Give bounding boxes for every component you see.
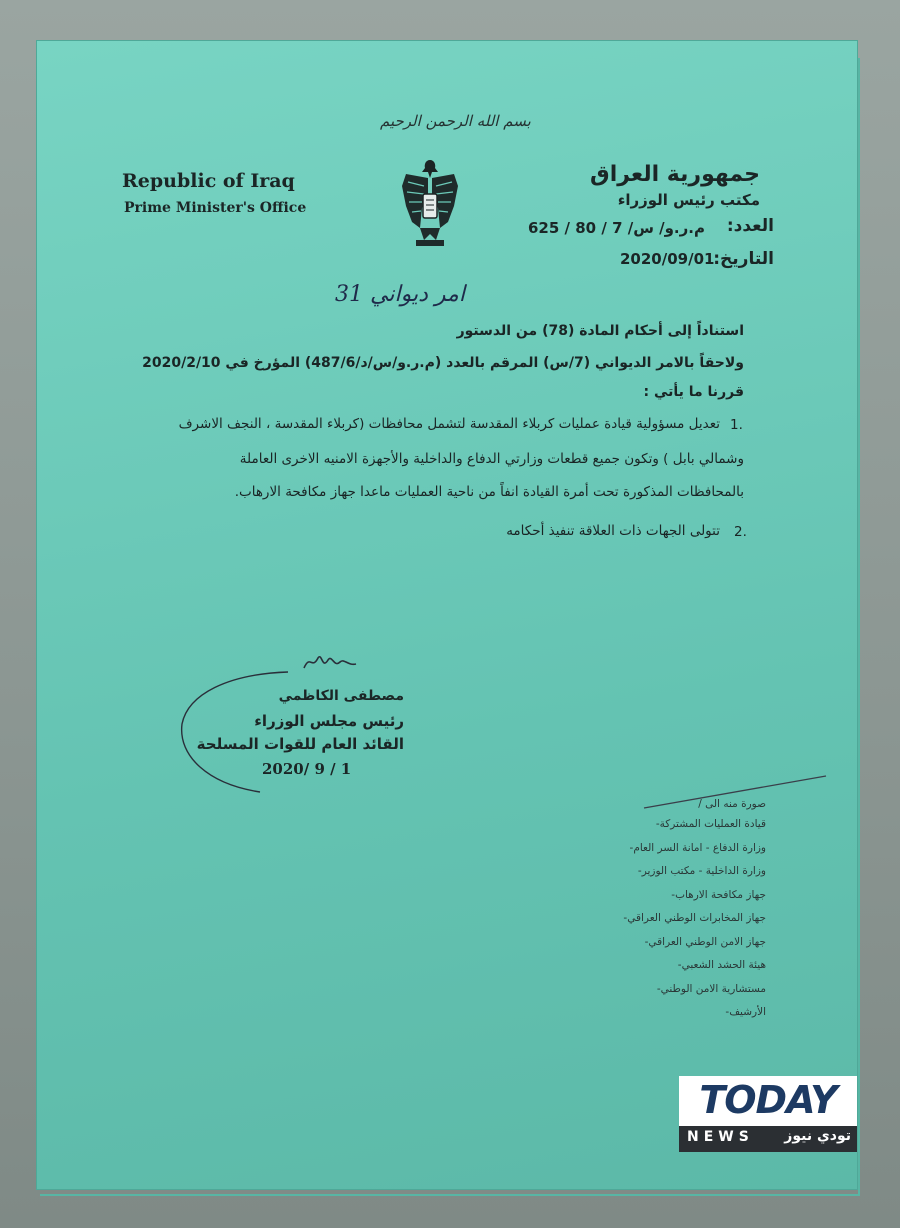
signature-date: 2020/ 9 / 1 — [262, 760, 352, 778]
cc-item: هيئة الحشد الشعبي- — [677, 959, 766, 971]
today-news-logo — [679, 1076, 857, 1152]
cc-title: صورة منه الى / — [698, 798, 766, 810]
document-date: 2020/09/01 — [620, 250, 715, 268]
logo-arabic: تودي نيوز — [784, 1128, 851, 1144]
cc-item: جهاز المخابرات الوطني العراقي- — [623, 912, 766, 924]
arabic-subtitle: مكتب رئيس الوزراء — [617, 191, 760, 209]
body-line-3: قررنا ما يأتي : — [643, 384, 744, 400]
item-2-number: 2. — [734, 524, 747, 540]
basmala: بسم الله الرحمن الرحيم — [380, 112, 531, 130]
item-1-line-1: تعديل مسؤولية قيادة عمليات كربلاء المقدسة لتشمل محافظات (كربلاء المقدسة ، النجف الاشرف — [178, 416, 720, 432]
logo-brand: TODAY — [699, 1078, 837, 1122]
english-title: Republic of Iraq — [122, 170, 295, 192]
date-label: التاريخ: — [713, 249, 774, 269]
item-1-line-3: بالمحافظات المذكورة تحت أمرة القيادة انفاً من ناحية العمليات ماعدا جهاز مكافحة الارهاب. — [234, 484, 744, 500]
cc-item: جهاز مكافحة الارهاب- — [671, 888, 766, 901]
body-line-2: ولاحقاً بالامر الديواني (7/س) المرقم بالعدد (م.ر.و/س/د/487/6) المؤرخ في 2020/2/10 — [142, 355, 744, 371]
signature-loop-icon — [168, 664, 368, 804]
item-1-line-2: وشمالي بابل ) وتكون جميع قطعات وزارتي الدفاع والداخلية والأجهزة الامنيه الاخرى العاملة — [239, 451, 744, 467]
cc-item: مستشارية الامن الوطني- — [656, 982, 766, 995]
signatory-title-1: رئيس مجلس الوزراء — [254, 712, 404, 730]
signatory-title-2: القائد العام للقوات المسلحة — [196, 735, 404, 753]
handwritten-note: امر ديواني 31 — [335, 282, 465, 307]
reference-label: العدد: — [726, 216, 774, 236]
iraq-eagle-emblem-icon — [398, 156, 462, 252]
item-2-line-1: تتولى الجهات ذات العلاقة تنفيذ أحكامه — [506, 523, 720, 539]
cc-item: قيادة العمليات المشتركة- — [655, 818, 766, 830]
reference-number: م.ر.و/ س/ 7 / 80 / 625 — [528, 219, 705, 237]
cc-item: جهاز الامن الوطني العراقي- — [644, 935, 766, 948]
english-subtitle: Prime Minister's Office — [124, 200, 307, 216]
cc-item: وزارة الداخلية - مكتب الوزير- — [637, 865, 766, 877]
logo-news: NEWS — [687, 1129, 754, 1145]
cc-item: الأرشيف- — [725, 1006, 766, 1018]
arabic-title: جمهورية العراق — [590, 162, 760, 187]
signatory-name: مصطفى الكاظمي — [278, 688, 404, 704]
item-1-number: 1. — [730, 417, 743, 433]
body-line-1: استناداً إلى أحكام المادة (78) من الدستور — [456, 323, 744, 339]
cc-list — [566, 818, 766, 1030]
cc-item: وزارة الدفاع - امانة السر العام- — [629, 841, 766, 854]
